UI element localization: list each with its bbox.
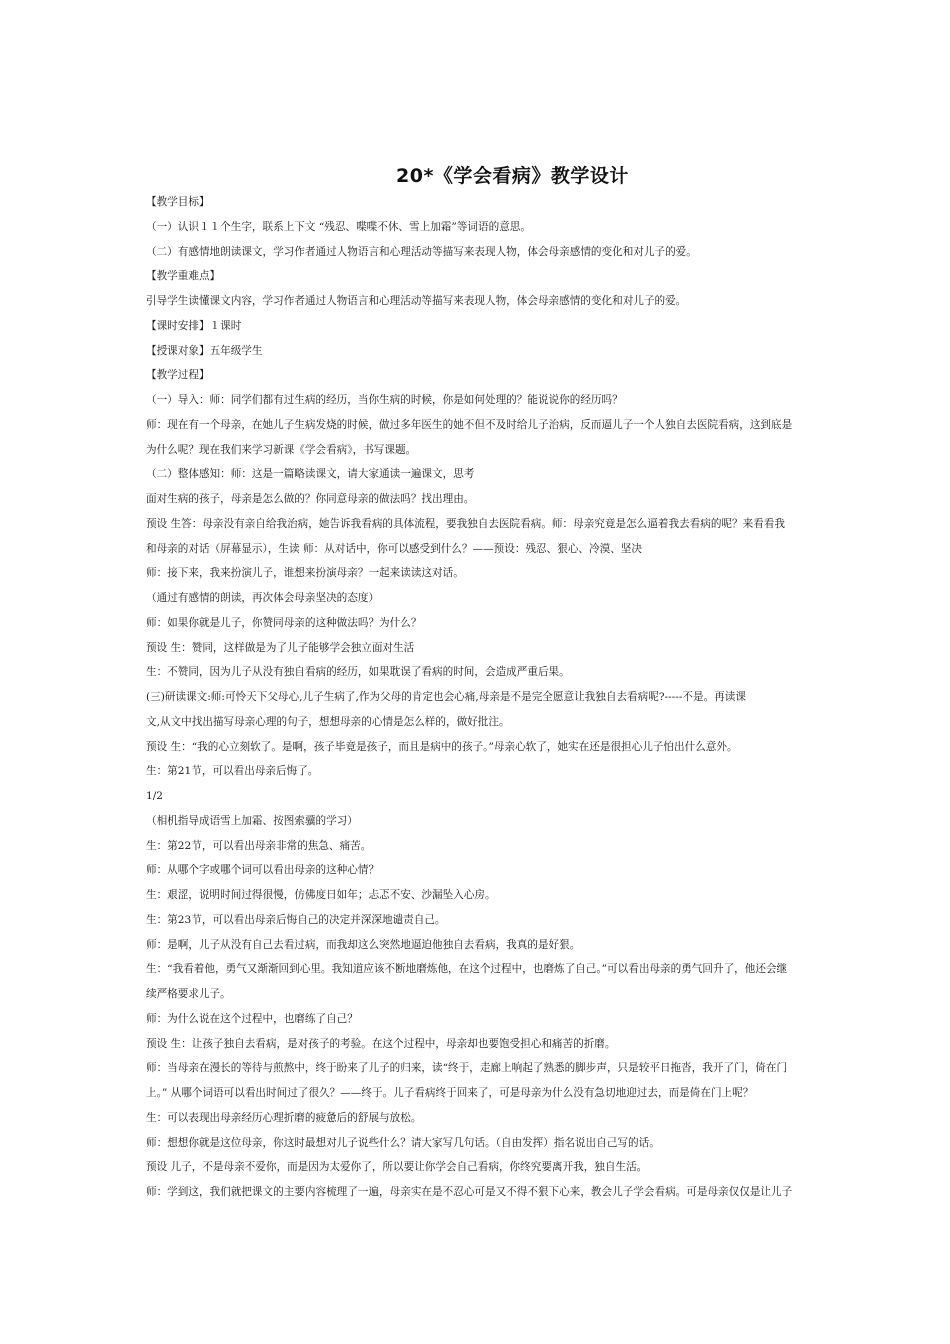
text-line: 预设 生：让孩子独自去看病，是对孩子的考验。在这个过程中，母亲却也要饱受担心和痛苦的折磨。 <box>146 1037 616 1050</box>
text-line: 为什么呢？现在我们来学习新课《学会看病》，书写课题。 <box>146 443 417 456</box>
text-line: 师：从哪个字或哪个词可以看出母亲的这种心情？ <box>146 864 380 877</box>
text-line: 预设 生：赞同，这样做是为了儿子能够学会独立面对生活 <box>146 641 415 654</box>
text-line: 预设 儿子，不是母亲不爱你，而是因为太爱你了，所以要让你学会自己看病，你终究要离开我，独自生活。 <box>146 1161 648 1174</box>
text-line: （通过有感情的朗读，再次体会母亲坚决的态度） <box>146 592 380 604</box>
document-title: 20*《学会看病》教学设计 <box>396 165 629 187</box>
text-line: 1/2 <box>146 790 164 802</box>
text-line: 文,从文中找出描写母亲心理的句子，想想母亲的心情是怎么样的，做好批注。 <box>146 715 510 728</box>
text-line: 师：如果你就是儿子，你赞同母亲的这种做法吗？为什么？ <box>146 616 422 629</box>
text-line: 师：是啊，儿子从没有自己去看过病，而我却这么突然地逼迫他独自去看病，我真的是好狠。 <box>146 938 581 951</box>
text-line: 师：当母亲在漫长的等待与煎熬中，终于盼来了儿子的归来，读“终于，走廊上响起了熟悉的脚步声，只是较平日拖沓，我开了门，倚在门 <box>146 1062 788 1075</box>
text-line: 师：为什么说在这个过程中，也磨练了自己？ <box>146 1012 358 1025</box>
text-line: 和母亲的对话（屏幕显示），生读 师：从对话中，你可以感受到什么？——预设：残忍、狠心、冷漠、坚决 <box>146 542 642 555</box>
text-line: 生：第23节，可以看出母亲后悔自己的决定并深深地谴责自己。 <box>146 913 446 926</box>
document-body <box>146 194 814 1209</box>
text-line: （一）认识１１个生字，联系上下文 “残忍、喋喋不休、雪上加霜”等词语的意思。 <box>146 220 531 233</box>
text-line: (三)研读课文:师:可怜天下父母心,儿子生病了,作为父母的肯定也会心痛,母亲是不是完全愿意让我独自去看病呢?-----不是。再读课 <box>146 691 746 703</box>
text-line: 生：艰涩，说明时间过得很慢，仿佛度日如年；忐忑不安、沙漏坠入心房。 <box>146 889 496 901</box>
text-line: 续严格要求儿子。 <box>146 988 231 1000</box>
text-line: 【教学目标】 <box>146 196 210 208</box>
text-line: 【教学重难点】 <box>146 270 221 283</box>
text-line: 生：“我看着他，勇气又渐渐回到心里。我知道应该不断地磨炼他，在这个过程中，也磨炼了自己。”可以看出母亲的勇气回升了，他还会继 <box>146 963 788 976</box>
text-line: 生：第21节，可以看出母亲后悔了。 <box>146 765 319 778</box>
text-line: 师：接下来，我来扮演儿子，谁想来扮演母亲？一起来读读这对话。 <box>146 567 464 580</box>
text-line: 生：不赞同，因为儿子从没有独自看病的经历，如果耽误了看病的时间，会造成严重后果。 <box>146 666 570 679</box>
text-line: 预设 生：“我的心立刻软了。是啊，孩子毕竟是孩子，而且是病中的孩子。”母亲心软了，她实在还是很担心儿子怕出什么意外。 <box>146 740 738 753</box>
text-line: 【授课对象】五年级学生 <box>146 344 263 357</box>
text-line: 上。” 从哪个词语可以看出时间过了很久？——终于。儿子看病终于回来了，可是母亲为什么没有急切地迎过去，而是倚在门上呢？ <box>146 1087 754 1099</box>
text-line: 生：可以表现出母亲经历心理折磨的疲惫后的舒展与放松。 <box>146 1111 422 1124</box>
text-line: （二）有感情地朗读课文，学习作者通过人物语言和心理活动等描写来表现人物，体会母亲感情的变化和对儿子的爱。 <box>146 245 697 258</box>
text-line: （相机指导成语雪上加霜、按图索骥的学习） <box>146 814 358 827</box>
text-line: 师：现在有一个母亲，在她儿子生病发烧的时候，做过多年医生的她不但不及时给儿子治病，反而逼儿子一个人独自去医院看病，这到底是 <box>146 418 793 431</box>
text-line: （一）导入：师：同学们都有过生病的经历，当你生病的时候，你是如何处理的？能说说你的经历吗？ <box>146 394 623 406</box>
text-line: 【课时安排】１课时 <box>146 319 242 332</box>
text-line: 【教学过程】 <box>146 369 210 382</box>
text-line: 面对生病的孩子，母亲是怎么做的？你同意母亲的做法吗？找出理由。 <box>146 493 475 505</box>
text-line: 预设 生答：母亲没有亲自给我治病，她告诉我看病的具体流程，要我独自去医院看病。师：母亲究竟是怎么逼着我去看病的呢？来看看我 <box>146 517 785 530</box>
text-line: （二）整体感知：师：这是一篇略读课文，请大家通读一遍课文，思考 <box>146 468 475 481</box>
text-line: 引导学生读懂课文内容，学习作者通过人物语言和心理活动等描写来表现人物，体会母亲感情的变化和对儿子的爱。 <box>146 295 687 307</box>
text-line: 师：想想你就是这位母亲，你这时最想对儿子说些什么？请大家写几句话。（自由发挥）指名说出自己写的话。 <box>146 1136 660 1149</box>
text-line: 师：学到这，我们就把课文的主要内容梳理了一遍，母亲实在是不忍心可是又不得不狠下心来，教会儿子学会看病。可是母亲仅仅是让儿子 <box>146 1186 793 1198</box>
text-line: 生：第22节，可以看出母亲非常的焦急、痛苦。 <box>146 839 372 852</box>
